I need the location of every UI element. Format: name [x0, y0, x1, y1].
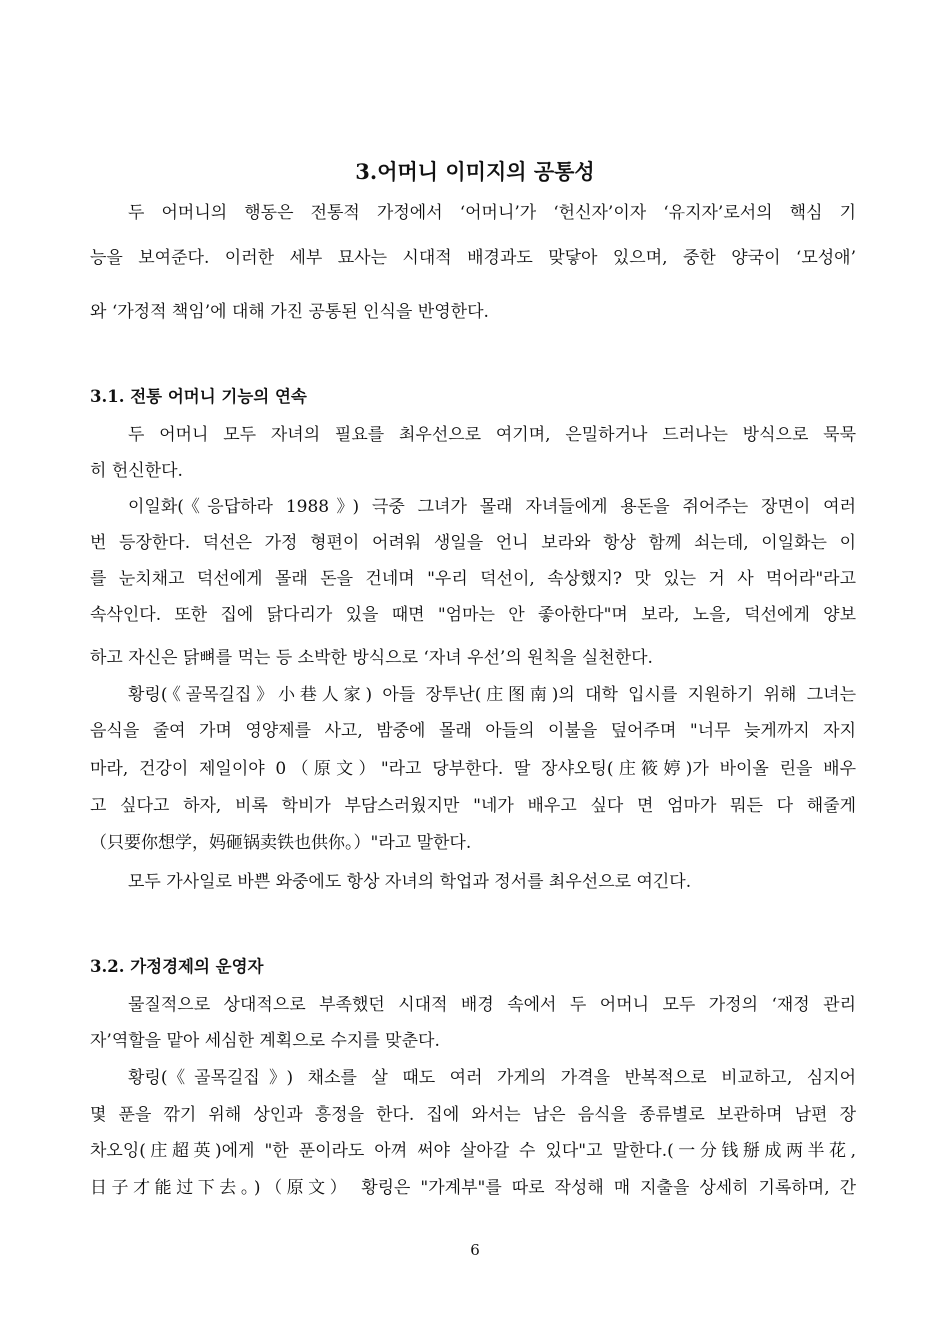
s1-line-4: 번 등장한다. 덕선은 가정 형편이 어려워 생일을 언니 보라와 항상 함께 쇠는데, 이일화는 이	[90, 533, 856, 553]
intro-line-2: 능을 보여준다. 이러한 세부 묘사는 시대적 배경과도 맞닿아 있으며, 중한 양국이 ‘모성애’	[90, 248, 856, 268]
page-number: 6	[470, 1241, 480, 1259]
s2-line-3: 황링(《골목길집》) 채소를 살 때도 여러 가게의 가격을 반복적으로 비교하고, 심지어	[128, 1068, 856, 1088]
s2-line-1: 물질적으로 상대적으로 부족했던 시대적 배경 속에서 두 어머니 모두 가정의 ‘재정 관리	[128, 995, 856, 1015]
section-heading: 3.어머니 이미지의 공통성	[355, 159, 595, 184]
s1-line-12: （只要你想学，妈砸锅卖铁也供你。）"라고 말한다.	[90, 833, 472, 853]
s2-line-4: 몇 푼을 깎기 위해 상인과 흥정을 한다. 집에 와서는 남은 음식을 종류별로 보관하며 남편 장	[90, 1105, 856, 1125]
intro-line-3: 와 ‘가정적 책임’에 대해 가진 공통된 인식을 반영한다.	[90, 302, 489, 322]
subsection-title-3-2: 3.2. 가정경제의 운영자	[90, 957, 264, 976]
s1-line-8: 황링(《골목길집》小巷人家) 아들 장투난(庄图南)의 대학 입시를 지원하기 위해 그녀는	[128, 685, 856, 705]
s1-line-13: 모두 가사일로 바쁜 와중에도 항상 자녀의 학업과 정서를 최우선으로 여긴다.	[128, 872, 692, 892]
s1-line-9: 음식을 줄여 가며 영양제를 사고, 밤중에 몰래 아들의 이불을 덮어주며 "너무 늦게까지 자지	[90, 721, 856, 741]
s1-line-6: 속삭인다. 또한 집에 닭다리가 있을 때면 "엄마는 안 좋아한다"며 보라, 노을, 덕선에게 양보	[90, 605, 856, 625]
intro-line-1: 두 어머니의 행동은 전통적 가정에서 ‘어머니’가 ‘헌신자’이자 ‘유지자’로서의 핵심 기	[128, 203, 856, 223]
subsection-title-3-1: 3.1. 전통 어머니 기능의 연속	[90, 387, 307, 406]
s2-line-2: 자’역할을 맡아 세심한 계획으로 수지를 맞춘다.	[90, 1031, 440, 1051]
s1-line-1: 두 어머니 모두 자녀의 필요를 최우선으로 여기며, 은밀하거나 드러나는 방식으로 묵묵	[128, 425, 856, 445]
s2-line-6: 日子才能过下去。)（原文） 황링은 "가계부"를 따로 작성해 매 지출을 상세히 기록하며, 간	[90, 1178, 856, 1198]
s1-line-10: 마라, 건강이 제일이야 0（原文）"라고 당부한다. 딸 장샤오팅(庄筱婷)가 바이올 린을 배우	[90, 759, 856, 779]
s2-line-5: 차오잉(庄超英)에게 "한 푼이라도 아껴 써야 살아갈 수 있다"고 말한다.(一分钱掰成两半花,	[90, 1141, 856, 1161]
s1-line-5: 를 눈치채고 덕선에게 몰래 돈을 건네며 "우리 덕선이, 속상했지? 맛 있는 거 사 먹어라"라고	[90, 569, 856, 589]
s1-line-7: 하고 자신은 닭뼈를 먹는 등 소박한 방식으로 ‘자녀 우선’의 원칙을 실천한다.	[90, 648, 653, 668]
s1-line-11: 고 싶다고 하자, 비록 학비가 부담스러웠지만 "네가 배우고 싶다 면 엄마가 뭐든 다 해줄게	[90, 796, 856, 816]
s1-line-3: 이일화(《응답하라 1988》) 극중 그녀가 몰래 자녀들에게 용돈을 쥐어주는 장면이 여러	[128, 497, 856, 517]
s1-line-2: 히 헌신한다.	[90, 461, 183, 481]
